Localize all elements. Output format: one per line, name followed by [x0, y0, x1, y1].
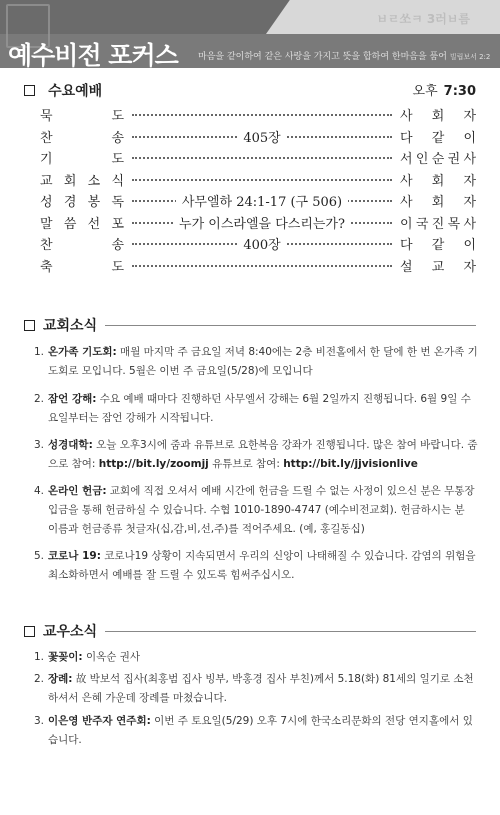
item-text: 매월 마지막 주 금요일 저녁 8:40에는 2층 비전홀에서 한 달에 한 번 온가족 기도회로 모입니다. 5월은 이번 주 금요일(5/28)에 모입니다: [48, 346, 478, 377]
order-item-label: 교 회 소 식: [40, 173, 124, 189]
news-item: [34, 547, 478, 585]
order-item-label: 기 도: [40, 152, 124, 167]
item-number: 1.: [34, 651, 45, 663]
order-item-label: 말 씀 선 포: [40, 216, 124, 232]
worship-order-row: [40, 127, 476, 147]
item-text: 유튜브로 참여:: [208, 458, 284, 470]
item-number: 4.: [34, 485, 45, 497]
square-bullet-icon: [24, 85, 35, 96]
news-item: [34, 343, 478, 381]
item-number: 2.: [34, 673, 45, 685]
order-item-detail: 405장: [132, 127, 392, 146]
order-item-label: 성 경 봉 독: [40, 195, 124, 210]
item-text: 이번 주 토요일(5/29) 오후 7시에 한국소리문화의 전당 연지홀에서 있습니다.: [48, 715, 473, 746]
dotted-leader: [132, 265, 392, 267]
order-item-leader: 사 회 자: [400, 109, 476, 124]
news-divider: [105, 325, 476, 326]
worship-header: [24, 80, 476, 98]
item-keyword: 성경대학:: [48, 439, 93, 451]
square-bullet-icon: [24, 320, 35, 331]
item-keyword: 잠언 강해:: [48, 393, 97, 405]
news-item: [34, 482, 478, 539]
item-keyword: 이은영 반주자 연주회:: [48, 715, 151, 727]
item-text: 오늘 오후3시에 줌과 유튜브로 요한복음 강좌가 진행됩니다. 많은 참여 바랍니다. 줌으로 참여:: [48, 439, 478, 470]
order-item-label: 찬 송: [40, 130, 124, 146]
item-text: 코로나19 상황이 지속되면서 우리의 신앙이 나태해질 수 있습니다. 감염의 위험을 최소화하면서 예배를 잘 드릴 수 있도록 힘써주십시오.: [48, 550, 476, 581]
order-item-label: 묵 도: [40, 109, 124, 124]
worship-order-row: [40, 191, 476, 211]
item-keyword: 꽃꽂이:: [48, 651, 83, 663]
item-number: 2.: [34, 393, 45, 405]
worship-title: 수요예배: [48, 83, 103, 100]
worship-order-row: [40, 105, 476, 125]
news-item: [34, 390, 478, 428]
item-keyword: 코로나 19:: [48, 550, 101, 562]
item-number: 3.: [34, 439, 45, 451]
worship-order-row: [40, 213, 476, 233]
motto-reference: 빌립보서 2:2: [449, 53, 491, 61]
item-keyword: 온가족 기도회:: [48, 346, 117, 358]
item-text: 교회에 직접 오셔서 예배 시간에 헌금을 드릴 수 없는 사정이 있으신 분은 무통장 입금을 통해 헌금하실 수 있습니다. 수협 1010-1890-4747 (예수비전교회). 헌금하시는 분 이름과 헌금종류 첫글자(십,감,비,선,주)를 적어주세요. (예, 홍길동십): [48, 485, 475, 535]
youtube-link[interactable]: http://bit.ly/jjvisionlive: [283, 458, 418, 470]
dotted-leader: [132, 179, 392, 181]
item-keyword: 온라인 헌금:: [48, 485, 107, 497]
members-item: [34, 670, 478, 708]
order-item-leader: 설 교 자: [400, 259, 476, 275]
item-number: 1.: [34, 346, 45, 358]
item-number: 3.: [34, 715, 45, 727]
members-divider: [105, 631, 476, 632]
square-bullet-icon: [24, 626, 35, 637]
order-item-leader: 이 국 진 목 사: [400, 216, 476, 232]
members-title: 교우소식: [43, 624, 98, 640]
worship-order-row: [40, 170, 476, 190]
order-item-leader: 다 같 이: [400, 238, 476, 253]
worship-order-row: [40, 148, 476, 168]
order-item-leader: 사 회 자: [400, 195, 476, 210]
worship-time-value: 7:30: [443, 84, 476, 99]
order-item-leader: 사 회 자: [400, 173, 476, 189]
zoom-link[interactable]: http://bit.ly/zoomjj: [98, 458, 209, 470]
dotted-leader: [132, 157, 392, 159]
worship-time-label: 오후: [412, 84, 438, 99]
header-motto: [198, 49, 490, 62]
members-header: [24, 622, 476, 640]
worship-order-row: [40, 256, 476, 276]
item-keyword: 장례:: [48, 673, 73, 685]
order-item-detail: 누가 이스라엘을 다스리는가?: [132, 213, 392, 232]
motto-text: 마음을 같이하여 같은 사랑을 가지고 뜻을 합하여 한마음을 품어: [198, 52, 447, 62]
order-item-label: 축 도: [40, 259, 124, 275]
worship-time: [413, 80, 476, 99]
order-item-label: 찬 송: [40, 238, 124, 253]
bulletin-title: 예수비전 포커스: [8, 41, 178, 68]
members-item: [34, 712, 478, 750]
header-ghost-text: ㅂㄹ쏘ㅋ 3러ㅂ름: [376, 12, 470, 26]
order-item-leader: 다 같 이: [400, 130, 476, 146]
worship-order-row: [40, 234, 476, 254]
item-text: 수요 예배 때마다 진행하던 사무엘서 강해는 6월 2일까지 진행됩니다. 6월 9일 수요일부터는 잠언 강해가 시작됩니다.: [48, 393, 471, 424]
news-header: [24, 316, 476, 334]
item-text: 이옥순 권사: [82, 651, 141, 663]
dotted-leader: [132, 114, 392, 116]
news-title: 교회소식: [43, 318, 98, 334]
order-item-detail: 400장: [132, 234, 392, 253]
item-text: 故 박보석 집사(최홍범 집사 빙부, 박홍경 집사 부친)께서 5.18(화) 81세의 일기로 소천하셔서 은혜 가운데 장례를 마쳤습니다.: [48, 673, 474, 704]
item-number: 5.: [34, 550, 45, 562]
members-item: [34, 648, 478, 667]
news-item: [34, 436, 478, 474]
order-item-detail: 사무엘하 24:1-17 (구 506): [132, 191, 392, 210]
order-item-leader: 서 인 순 권 사: [400, 152, 476, 167]
bulletin-header: [0, 0, 500, 68]
